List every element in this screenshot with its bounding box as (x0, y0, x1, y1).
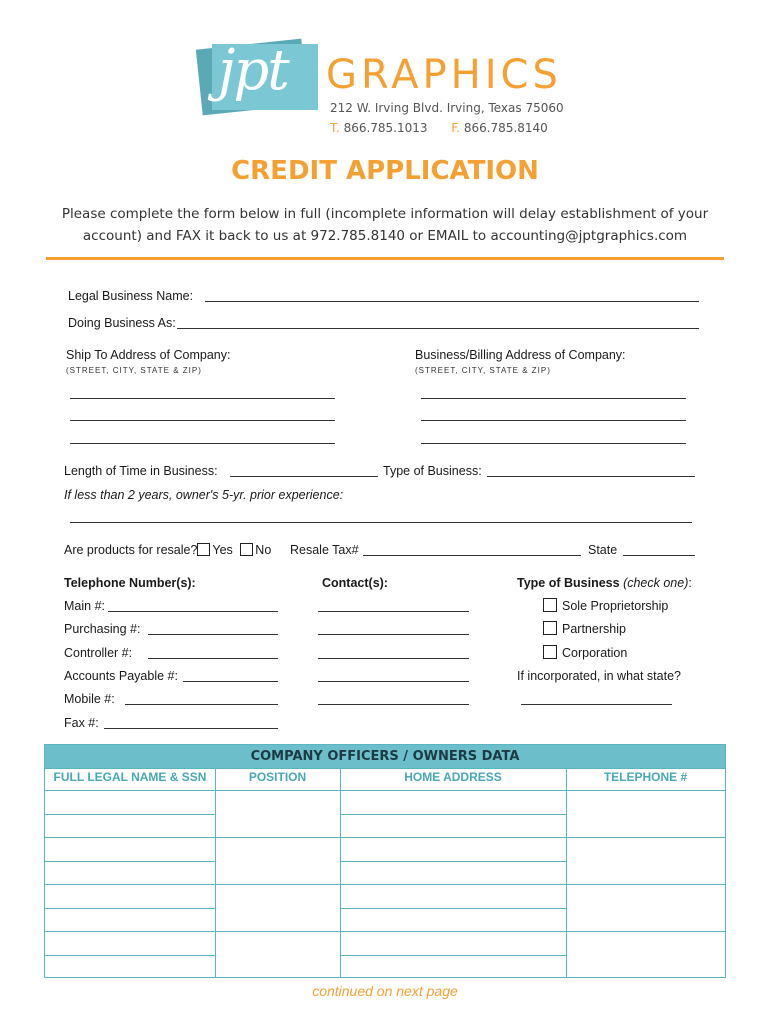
resale-yes-label: Yes (212, 543, 233, 557)
table-subrow (45, 908, 215, 909)
intro-line-2: account) and FAX it back to us at 972.785.8140 or EMAIL to accounting@jptgraphics.com (82, 228, 688, 244)
resale-no-label: No (255, 543, 272, 557)
table-col-divider (340, 768, 341, 977)
logo-word: GRAPHICS (326, 52, 562, 98)
billing-line-3[interactable] (421, 443, 686, 444)
resale-no-checkbox[interactable] (240, 543, 253, 556)
col-header-name: FULL LEGAL NAME & SSN (53, 770, 207, 784)
table-subrow (340, 814, 566, 815)
corporation-checkbox[interactable] (543, 645, 557, 659)
col-header-telephone: TELEPHONE # (603, 770, 688, 784)
officers-table (44, 744, 726, 978)
controller-phone-label: Controller #: (64, 646, 133, 660)
contacts-heading: Contact(s): (322, 576, 388, 590)
col-header-position: POSITION (248, 770, 307, 784)
telephone-heading: Telephone Number(s): (64, 576, 196, 590)
fax-phone-field[interactable] (104, 728, 278, 729)
contact-field-1[interactable] (318, 611, 469, 612)
intro-text (40, 203, 730, 247)
incorporated-state-field[interactable] (521, 704, 672, 705)
controller-phone-field[interactable] (148, 658, 278, 659)
ship-to-line-3[interactable] (70, 443, 335, 444)
ship-to-line-1[interactable] (70, 398, 335, 399)
billing-line-2[interactable] (421, 420, 686, 421)
contact-field-3[interactable] (318, 658, 469, 659)
table-row-divider (45, 837, 725, 838)
fax-number: 866.785.8140 (463, 121, 548, 135)
table-subrow (340, 908, 566, 909)
table-rule (45, 790, 725, 791)
phone-number: 866.785.1013 (343, 121, 428, 135)
table-rule (45, 768, 725, 769)
type-heading-colon: : (688, 576, 692, 590)
resale-tax-field[interactable] (363, 555, 581, 556)
company-phones (330, 121, 548, 135)
billing-line-1[interactable] (421, 398, 686, 399)
main-phone-field[interactable] (108, 611, 278, 612)
table-subrow (45, 814, 215, 815)
length-time-field[interactable] (230, 476, 378, 477)
header-divider (46, 257, 724, 260)
incorporated-question: If incorporated, in what state? (517, 669, 681, 683)
col-header-address: HOME ADDRESS (404, 770, 502, 784)
purchasing-phone-label: Purchasing #: (64, 622, 141, 636)
prior-experience-label: If less than 2 years, owner's 5-yr. prior experience: (64, 488, 344, 502)
dba-label: Doing Business As: (68, 316, 176, 330)
state-field[interactable] (623, 555, 695, 556)
page-title: CREDIT APPLICATION (231, 156, 539, 186)
partnership-checkbox[interactable] (543, 621, 557, 635)
table-row-divider (45, 884, 725, 885)
table-row-divider (45, 931, 725, 932)
table-subrow (45, 955, 215, 956)
legal-name-field[interactable] (205, 301, 699, 302)
resale-yes-checkbox[interactable] (197, 543, 210, 556)
logo-mark: jpt (218, 38, 288, 103)
officers-table-title: COMPANY OFFICERS / OWNERS DATA (45, 745, 725, 768)
resale-row (64, 543, 271, 557)
table-col-divider (215, 768, 216, 977)
table-subrow (340, 955, 566, 956)
sole-proprietorship-checkbox[interactable] (543, 598, 557, 612)
type-business-field[interactable] (487, 476, 695, 477)
mobile-phone-field[interactable] (125, 704, 278, 705)
type-heading (517, 576, 692, 590)
purchasing-phone-field[interactable] (148, 634, 278, 635)
state-label: State (588, 543, 618, 557)
type-heading-label: Type of Business (517, 576, 620, 590)
contact-field-5[interactable] (318, 704, 469, 705)
ap-phone-field[interactable] (183, 681, 278, 682)
billing-label: Business/Billing Address of Company: (415, 348, 626, 362)
fax-phone-label: Fax #: (64, 716, 99, 730)
legal-name-label: Legal Business Name: (68, 289, 194, 303)
billing-hint: (STREET, CITY, STATE & ZIP) (415, 366, 551, 375)
type-business-label: Type of Business: (383, 464, 482, 478)
ap-phone-label: Accounts Payable #: (64, 669, 178, 683)
sole-proprietorship-label: Sole Proprietorship (562, 599, 669, 613)
type-heading-hint: (check one) (623, 576, 689, 590)
dba-field[interactable] (177, 328, 699, 329)
company-address: 212 W. Irving Blvd. Irving, Texas 75060 (330, 101, 564, 115)
prior-experience-field[interactable] (70, 522, 692, 523)
ship-to-hint: (STREET, CITY, STATE & ZIP) (66, 366, 202, 375)
continued-note: continued on next page (312, 983, 458, 999)
ship-to-line-2[interactable] (70, 420, 335, 421)
fax-prefix: F. (451, 121, 460, 135)
main-phone-label: Main #: (64, 599, 105, 613)
resale-tax-label: Resale Tax# (290, 543, 359, 557)
table-col-divider (566, 768, 567, 977)
contact-field-2[interactable] (318, 634, 469, 635)
contact-field-4[interactable] (318, 681, 469, 682)
table-subrow (45, 861, 215, 862)
mobile-phone-label: Mobile #: (64, 692, 115, 706)
resale-question: Are products for resale? (64, 543, 198, 557)
ship-to-label: Ship To Address of Company: (66, 348, 231, 362)
partnership-label: Partnership (562, 622, 626, 636)
table-subrow (340, 861, 566, 862)
intro-line-1: Please complete the form below in full (incomplete information will delay establishment of your (61, 206, 709, 222)
corporation-label: Corporation (562, 646, 628, 660)
phone-prefix: T. (330, 121, 340, 135)
length-time-label: Length of Time in Business: (64, 464, 218, 478)
